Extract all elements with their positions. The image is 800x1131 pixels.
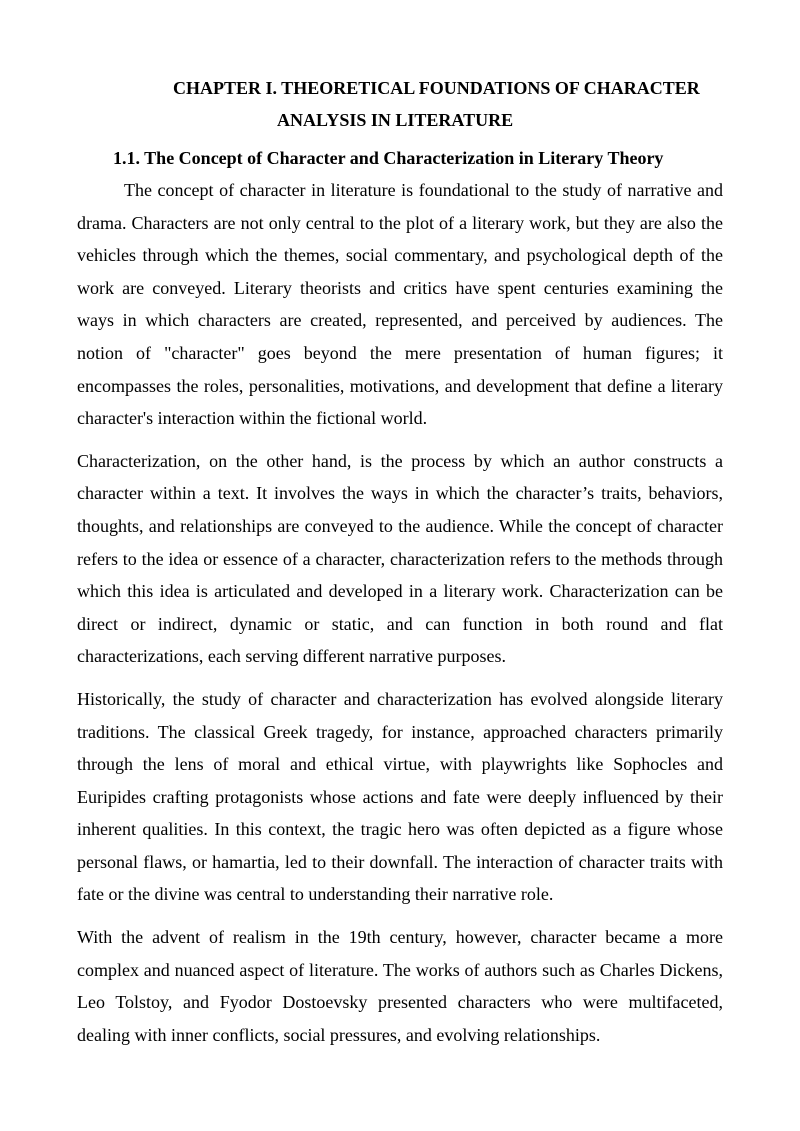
chapter-title-line1: CHAPTER I. THEORETICAL FOUNDATIONS OF CHARACTER xyxy=(173,78,700,98)
document-page xyxy=(77,72,723,1051)
paragraph-2: Characterization, on the other hand, is the process by which an author constructs a character within a text. It involves the ways in which the character’s traits, behaviors, thoughts, and relationships are conveyed to the audience. While the concept of character refers to the idea or essence of a character, characterization refers to the methods through which this idea is articulated and developed in a literary work. Characterization can be direct or indirect, dynamic or static, and can function in both round and flat characterizations, each serving different narrative purposes. xyxy=(77,450,723,667)
paragraph-4: With the advent of realism in the 19th century, however, character became a more complex and nuanced aspect of literature. The works of authors such as Charles Dickens, Leo Tolstoy, and Fyodor Dostoevsky presented characters who were multifaceted, dealing with inner conflicts, social pressures, and evolving relationships. xyxy=(77,927,723,1045)
paragraph-1: The concept of character in literature is foundational to the study of narrative and drama. Characters are not only central to the plot of a literary work, but they are also the vehicles through which the themes, social commentary, and psychological depth of the work are conveyed. Literary theorists and critics have spent centuries examining the ways in which characters are created, represented, and perceived by audiences. The notion of "character" goes beyond the mere presentation of human figures; it encompasses the roles, personalities, motivations, and development that define a literary character's interaction within the fictional world. xyxy=(77,180,723,429)
chapter-title xyxy=(77,72,723,136)
paragraph-3: Historically, the study of character and characterization has evolved alongside literary traditions. The classical Greek tragedy, for instance, approached characters primarily through the lens of moral and ethical virtue, with playwrights like Sophocles and Euripides crafting protagonists whose actions and fate were deeply influenced by their inherent qualities. In this context, the tragic hero was often depicted as a figure whose personal flaws, or hamartia, led to their downfall. The interaction of character traits with fate or the divine was central to understanding their narrative role. xyxy=(77,688,723,905)
chapter-title-line2: ANALYSIS IN LITERATURE xyxy=(277,110,514,130)
section-title: 1.1. The Concept of Character and Characterization in Literary Theory xyxy=(113,148,664,168)
